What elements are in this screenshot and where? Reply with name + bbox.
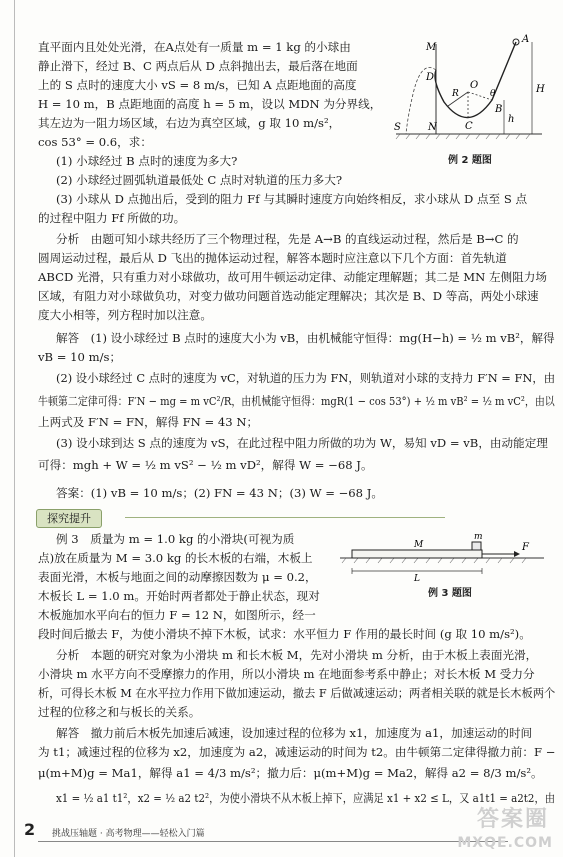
text-line: 木板施加水平向右的恒力 F = 12 N，如图所示，经一 — [38, 608, 316, 622]
label-C: C — [465, 121, 473, 132]
analysis-paragraph-2: 分析 本题的研究对象为小滑块 m 和长木板 M，先对小滑块 m 分析，由于木板上表面光滑， — [56, 648, 538, 662]
label-N: N — [428, 122, 437, 133]
text-line: x1 = ½ a1 t1²，x2 = ½ a2 t2²，为使小滑块不从木板上掉下，应满足 x1 + x2 ≤ L，又 a1t1 = a2t2，由 — [56, 791, 556, 805]
text-line: 小滑块 m 水平方向不受摩擦力的作用，所以小滑块 m 在地面参考系中静止；对长木板 M 受力分 — [38, 667, 535, 681]
label-S: S — [394, 122, 401, 133]
text-line: 静止滑下，经过 B、C 两点后从 D 点斜抛出去，最后落在地面 — [38, 59, 358, 73]
figure-2-caption: 例 2 题图 — [448, 155, 492, 166]
text-line: 圆周运动过程，最后从 D 飞出的抛体运动过程，解答本题时应注意以下几个方面：首先轨道 — [38, 251, 507, 265]
question-2: (2) 小球经过圆弧轨道最低处 C 点时对轨道的压力多大? — [56, 173, 343, 187]
label-B: B — [495, 104, 503, 115]
text-line: 析，可得长木板 M 在水平拉力作用下做加速运动，撤去 F 后做减速运动；两者相关联的就是长木板两个 — [38, 686, 556, 700]
text-line: 点)放在质量为 M = 3.0 kg 的长木板的右端，木板上 — [38, 551, 313, 565]
text-line: 的过程中阻力 Ff 所做的功。 — [38, 211, 186, 225]
footer-divider — [38, 841, 508, 842]
example-3-text: 例 3 质量为 m = 1.0 kg 的小滑块(可视为质 — [56, 532, 295, 546]
label-h: h — [508, 114, 515, 125]
label-M: M — [426, 42, 437, 53]
solution-paragraph-2: 解答 撤力前后木板先加速后减速，设加速过程的位移为 x1，加速度为 a1，加速运动的时间 — [56, 726, 533, 740]
analysis-paragraph: 分析 由题可知小球共经历了三个物理过程，先是 A→B 的直线运动过程，然后是 B→C 的 — [56, 232, 519, 246]
label-F: F — [522, 542, 529, 553]
section-tag: 探究提升 — [36, 509, 102, 528]
text-line: (2) 设小球经过 C 点时的速度为 vC，对轨道的压力为 FN，则轨道对小球的支持力 F′N = FN，由 — [56, 371, 556, 385]
watermark-title: 答案圈 — [476, 807, 549, 832]
page-edge — [14, 0, 15, 857]
text-line: 其左边为一阻力场区域，右边为真空区域，g 取 10 m/s²， — [38, 116, 341, 130]
question-1: (1) 小球经过 B 点时的速度为多大? — [56, 154, 238, 168]
label-O: O — [470, 80, 479, 91]
answer-line: 答案：(1) vB = 10 m/s；(2) FN = 43 N；(3) W = −68 J。 — [56, 486, 383, 500]
text-line: 段时间后撤去 F，为使小滑块不掉下木板，试求：水平恒力 F 作用的最长时间 (g 取 10 m/s²)。 — [38, 627, 531, 641]
section-divider — [125, 517, 445, 518]
label-R: R — [452, 89, 459, 99]
text-line: H = 10 m，B 点距地面的高度 h = 5 m，设以 MDN 为分界线， — [38, 97, 382, 111]
text-line: 上两式及 F′N = FN，解得 FN = 43 N； — [38, 415, 259, 429]
text-line: (3) 设小球到达 S 点的速度为 vS，在此过程中阻力所做的功为 W，易知 vD = vB，由动能定理 — [56, 436, 548, 450]
text-line: vB = 10 m/s； — [38, 350, 122, 364]
label-theta: θ — [490, 89, 496, 99]
label-A: A — [522, 34, 530, 45]
text-line: cos 53° = 0.6，求： — [38, 135, 152, 149]
text-line: 为 t1；减速过程的位移为 x2，加速度为 a2，减速运动的时间为 t2。由牛顿第二定律得撤力前：F − — [38, 745, 556, 759]
text-line: 直平面内且处处光滑，在A点处有一质量 m = 1 kg 的小球由 — [38, 40, 351, 54]
figure-3-caption: 例 3 题图 — [428, 588, 472, 599]
figure-2-diagram — [392, 30, 552, 148]
book-title: 挑战压轴题 · 高考物理——轻松入门篇 — [52, 829, 205, 839]
label-M-board: M — [414, 540, 424, 550]
text-line: 上的 S 点时的速度大小 vS = 8 m/s，已知 A 点距地面的高度 — [38, 78, 357, 92]
label-L: L — [414, 574, 420, 582]
page-number: 2 — [24, 820, 36, 839]
text-line: 木板长 L = 1.0 m。开始时两者都处于静止状态，现对 — [38, 589, 320, 603]
question-3: (3) 小球从 D 点抛出后，受到的阻力 Ff 与其瞬时速度方向始终相反，求小球从 D 点至 S 点 — [56, 192, 528, 206]
text-line: 可得：mgh + W = ½ m vS² − ½ m vD²，解得 W = −68 J。 — [38, 458, 373, 472]
text-line: 表面光滑，木板与地面之间的动摩擦因数为 μ = 0.2， — [38, 570, 317, 584]
text-line: 牛顿第二定律可得：F′N − mg = m vC²/R，由机械能守恒得：mgR(1 − cos 53°) + ½ m vB² = ½ m vC²，由以 — [38, 394, 555, 408]
watermark-url: MXQE.COM — [457, 835, 553, 851]
label-D: D — [426, 72, 435, 83]
solution-paragraph: 解答 (1) 设小球经过 B 点时的速度大小为 vB，由机械能守恒得：mg(H−h) = ½ m vB²，解得 — [56, 331, 555, 345]
text-line: 度大小相等，列方程时加以注意。 — [38, 308, 212, 322]
label-m: m — [474, 532, 483, 542]
text-line: 过程的位移之和与板长的关系。 — [38, 705, 201, 719]
text-line: ABCD 光滑，只有重力对小球做功，故可用牛顿运动定律、动能定理解题；其二是 MN 左侧阻力场 — [38, 270, 547, 284]
figure-3-diagram — [338, 528, 548, 582]
label-H: H — [536, 84, 545, 95]
text-line: 区域，有阻力对小球做负功，对变力做功问题首选动能定理解决；其次是 B、D 等高，两处小球速 — [38, 289, 539, 303]
text-line: μ(m+M)g = Ma1，解得 a1 = 4/3 m/s²；撤力后：μ(m+M)g = Ma2，解得 a2 = 8/3 m/s²。 — [38, 766, 543, 780]
